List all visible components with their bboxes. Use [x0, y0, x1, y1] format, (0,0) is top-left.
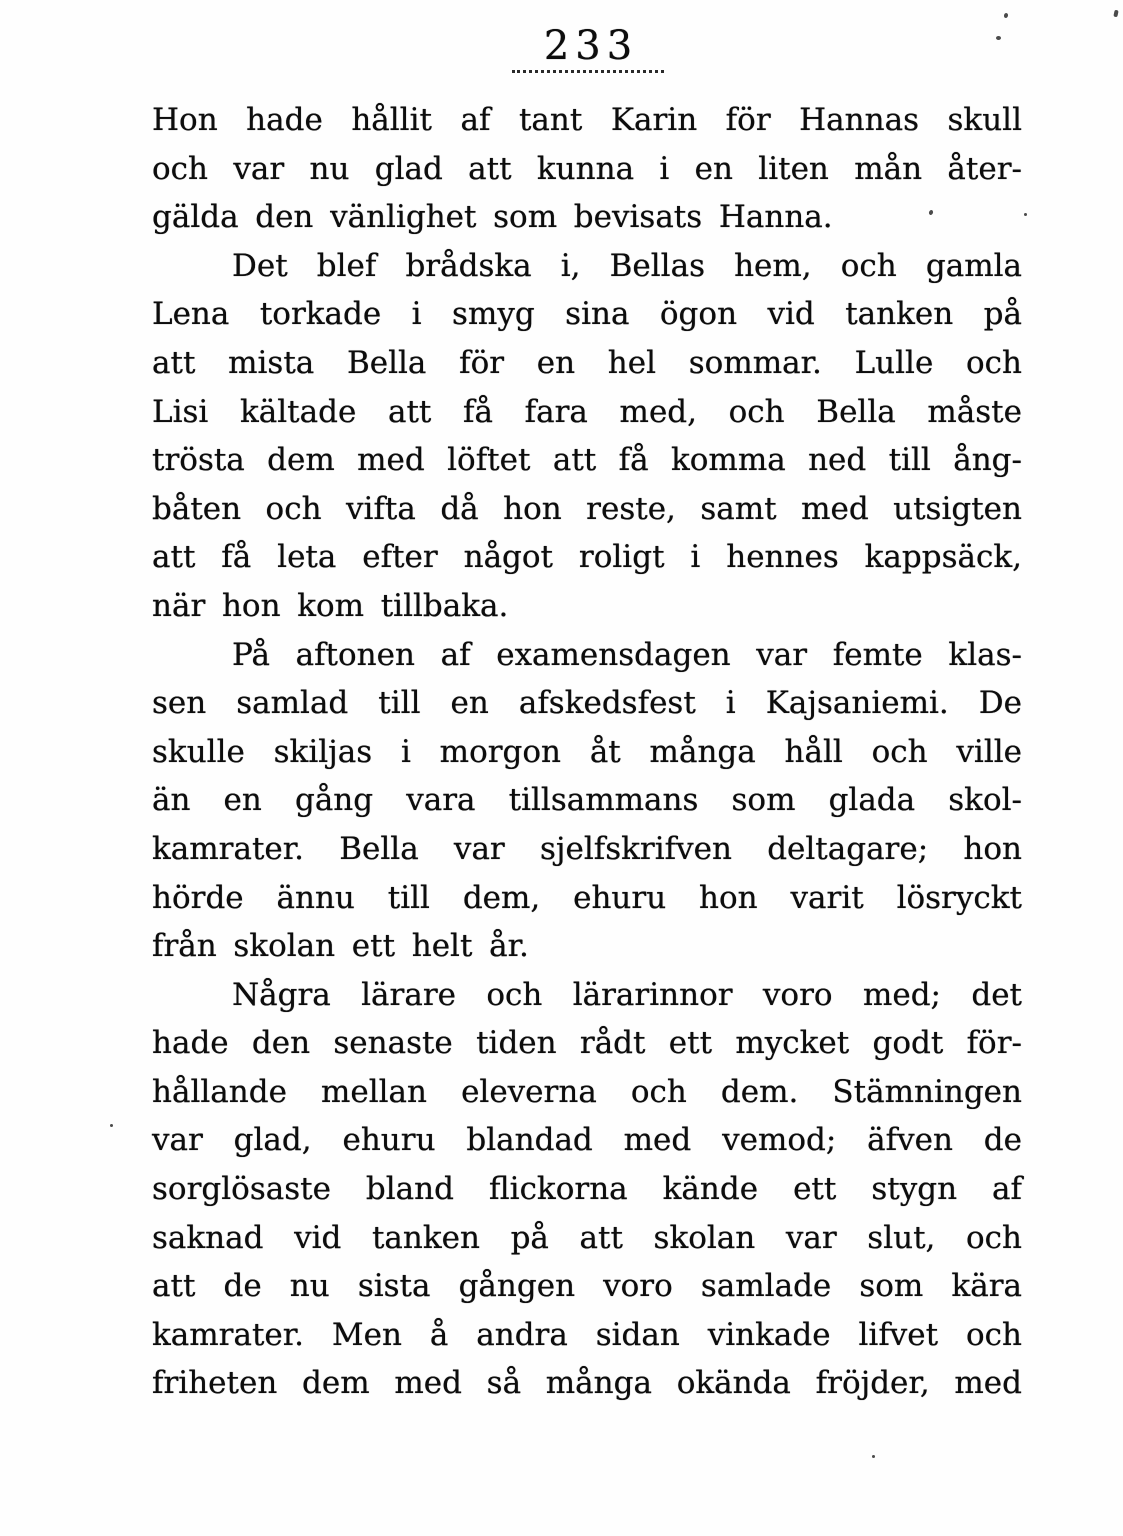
text-line: att få leta efter något roligt i hennes kappsäck, [152, 539, 1022, 576]
text-line: att de nu sista gången voro samlade som kära [152, 1268, 1022, 1305]
text-line: hade den senaste tiden rådt ett mycket godt för- [152, 1025, 1022, 1062]
text-line: hållande mellan eleverna och dem. Stämningen [152, 1073, 1022, 1110]
scan-speck [872, 1455, 875, 1458]
text-line: Några lärare och lärarinnor voro med; det [232, 976, 1022, 1013]
scan-speck [1113, 10, 1118, 18]
text-line: På aftonen af examensdagen var femte klas- [232, 636, 1022, 673]
text-line: var glad, ehuru blandad med vemod; äfven de [152, 1122, 1022, 1159]
text-line: båten och vifta då hon reste, samt med utsigten [152, 490, 1022, 527]
text-line: kamrater. Bella var sjelfskrifven deltagare; hon [152, 830, 1022, 867]
scan-speck [110, 1124, 113, 1127]
text-line: att mista Bella för en hel sommar. Lulle och [152, 344, 1022, 381]
scan-speck [1003, 13, 1008, 19]
text-line: än en gång vara tillsammans som glada skol- [152, 782, 1022, 819]
text-line: Lisi kältade att få fara med, och Bella måste [152, 393, 1022, 430]
text-line: kamrater. Men å andra sidan vinkade lifvet och [152, 1316, 1022, 1353]
text-line: saknad vid tanken på att skolan var slut, och [152, 1219, 1022, 1256]
text-line: skulle skiljas i morgon åt många håll och ville [152, 733, 1022, 770]
text-line: Hon hade hållit af tant Karin för Hannas skull [152, 102, 1022, 138]
text-line: sorglösaste bland flickorna kände ett stygn af [152, 1171, 1022, 1208]
scan-speck [1024, 213, 1027, 216]
text-line: gälda den vänlighet som bevisats Hanna. [152, 199, 833, 236]
text-line: från skolan ett helt år. [152, 928, 529, 965]
page-header [512, 24, 664, 73]
text-line: Lena torkade i smyg sina ögon vid tanken på [152, 296, 1022, 333]
text-line: när hon kom tillbaka. [152, 587, 509, 624]
text-line: trösta dem med löftet att få komma ned till ång- [152, 442, 1022, 479]
text-line: och var nu glad att kunna i en liten mån åter- [152, 150, 1022, 187]
text-block [152, 96, 1022, 1408]
page-number: 233 [543, 23, 639, 69]
text-line: hörde ännu till dem, ehuru hon varit lösryckt [152, 879, 1022, 916]
text-line: sen samlad till en afskedsfest i Kajsaniemi. De [152, 685, 1022, 722]
text-line: friheten dem med så många okända fröjder, med [152, 1365, 1022, 1402]
page-number-underline [512, 70, 664, 73]
text-line: Det blef brådska i, Bellas hem, och gamla [232, 247, 1022, 284]
scan-speck [996, 36, 1001, 40]
